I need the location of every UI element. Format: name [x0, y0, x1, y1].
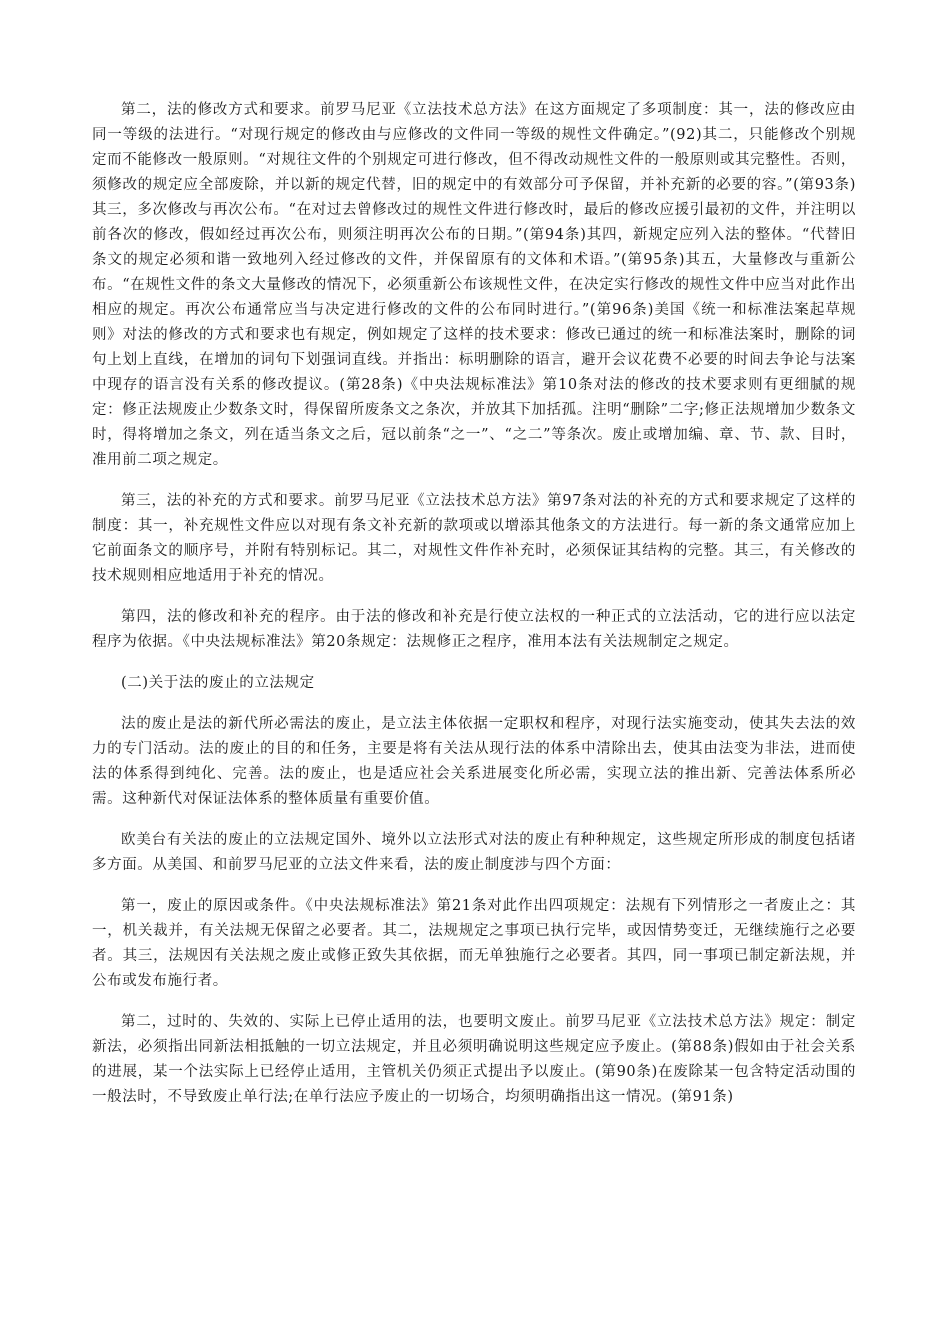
paragraph-obsolete-law-repeal: 第二，过时的、失效的、实际上已停止适用的法，也要明文废止。前罗马尼亚《立法技术总方法》规定：制定新法，必须指出同新法相抵触的一切立法规定，并且必须明确说明这些规定应予废止。(第88条)假如由于社会关系的进展，某一个法实际上已经停止适用，主管机关仍须正式提出予以废止。(第90条)在废除某一包含特定活动围的一般法时，不导致废止单行法;在单行法应予废止的一切场合，均须明确指出这一情况。(第91条) — [92, 1014, 856, 1105]
paragraph-law-supplement-methods: 第三，法的补充的方式和要求。前罗马尼亚《立法技术总方法》第97条对法的补充的方式和要求规定了这样的制度：其一，补充规性文件应以对现有条文补充新的款项或以增添其他条文的方法进行。每一新的条文通常应加上它前面条文的顺序号，并附有特别标记。其二，对规性文件作补充时，必须保证其结构的完整。其三，有关修改的技术规则相应地适用于补充的情况。 — [92, 493, 856, 584]
paragraph-law-amendment-methods: 第二，法的修改方式和要求。前罗马尼亚《立法技术总方法》在这方面规定了多项制度：其一，法的修改应由同一等级的法进行。“对现行规定的修改由与应修改的文件同一等级的规性文件确定。”(92)其二，只能修改个别规定而不能修改一般原则。“对规往文件的个别规定可进行修改，但不得改动规性文件的一般原则或其完整性。否则，须修改的规定应全部废除，并以新的规定代替，旧的规定中的有效部分可予保留，并补充新的必要的容。”(第93条)其三，多次修改与再次公布。“在对过去曾修改过的规性文件进行修改时，最后的修改应援引最初的文件，并注明以前各次的修改，假如经过再次公布，则须注明再次公布的日期。”(第94条)其四，新规定应列入法的整体。“代替旧条文的规定必须和谐一致地列入经过修改的文件，并保留原有的文体和术语。”(第95条)其五，大量修改与重新公布。“在规性文件的条文大量修改的情况下，必须重新公布该规性文件，在决定实行修改的规性文件中应当对此作出相应的规定。再次公布通常应当与决定进行修改的文件的公布同时进行。”(第96条)美国《统一和标准法案起草规则》对法的修改的方式和要求也有规定，例如规定了这样的技术要求：修改已通过的统一和标准法案时，删除的词句上划上直线，在增加的词句下划强词直线。并指出：标明删除的语言，避开会议花费不必要的时间去争论与法案中现存的语言没有关系的修改提议。(第28条)《中央法规标准法》第10条对法的修改的技术要求则有更细腻的规定：修正法规废止少数条文时，得保留所废条文之条次，并放其下加括孤。注明“删除”二字;修正法规增加少数条文时，得将增加之条文，列在适当条文之后，冠以前条“之一”、“之二”等条次。废止或增加编、章、节、款、目时，准用前二项之规定。 — [92, 102, 856, 468]
section-heading-law-repeal: (二)关于法的废止的立法规定 — [121, 675, 315, 691]
paragraph-repeal-definition: 法的废止是法的新代所必需法的废止，是立法主体依据一定职权和程序，对现行法实施变动，使其失去法的效力的专门活动。法的废止的目的和任务，主要是将有关法从现行法的体系中清除出去，使其由法变为非法，进而使法的体系得到纯化、完善。法的废止，也是适应社会关系进展变化所必需，实现立法的推出新、完善法体系所必需。这种新代对保证法体系的整体质量有重要价值。 — [92, 716, 856, 807]
paragraph-amendment-procedure: 第四，法的修改和补充的程序。由于法的修改和补充是行使立法权的一种正式的立法活动，它的进行应以法定程序为依据。《中央法规标准法》第20条规定：法规修正之程序，准用本法有关法规制定之规定。 — [92, 609, 856, 650]
paragraph-foreign-repeal-rules: 欧美台有关法的废止的立法规定国外、境外以立法形式对法的废止有种种规定，这些规定所形成的制度包括诸多方面。从美国、和前罗马尼亚的立法文件来看，法的废止制度涉与四个方面： — [92, 832, 856, 873]
document-body — [92, 98, 856, 1126]
paragraph-repeal-conditions: 第一，废止的原因或条件。《中央法规标准法》第21条对此作出四项规定：法规有下列情形之一者废止之：其一，机关裁并，有关法规无保留之必要者。其二，法规规定之事项已执行完毕，或因情势变迁，无继续施行之必要者。其三，法规因有关法规之废止或修正致失其依据，而无单独施行之必要者。其四，同一事项已制定新法规，并公布或发布施行者。 — [92, 898, 856, 989]
